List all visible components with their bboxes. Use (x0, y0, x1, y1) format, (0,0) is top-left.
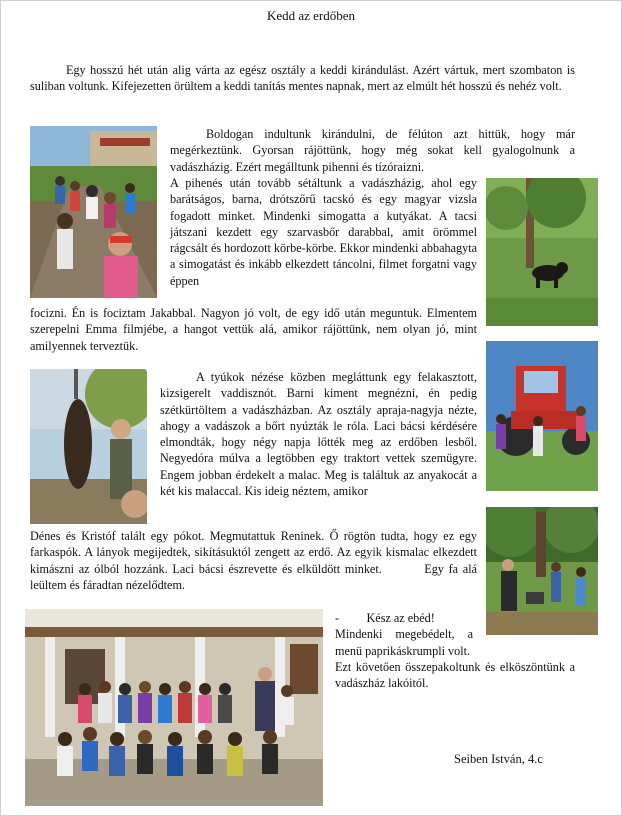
paragraph-walk-part2: A pihenés után tovább sétáltunk a vadászházig, ahol egy barátságos, barna, drótszőrű tacskó és egy magyar vizsla fogadott minket. Mindenki simogatta a kutyákat. A tacsi játszani kezdett egy szarvasbőr darabbal, amit örömmel rágcsált és hordozott körbe-körbe. Ekkor mindenki abbahagyta a simogatást és inkább elkezdett táncolni, filmet forgatni vagy éppen (170, 176, 477, 288)
paragraph-lunch (335, 610, 575, 691)
paragraph-boar-part2 (30, 528, 477, 593)
lunch-menu-text: Mindenki megebédelt, a menü paprikáskrumpli volt. (335, 627, 473, 658)
photo-tractor (486, 341, 598, 491)
paragraph-boar-part1: A tyúkok nézése közben megláttunk egy felakasztott, kizsigerelt vaddisznót. Barni kiment megnézni, én pedig szétkürtöltem a vadászházban. Az osztály apraja-nagyja nézte, ahogy a vadászok a bőrt nyúzták le róla. Laci bácsi kérdésére elmondták, hogy négy napja lőtték meg az erdőben lesből. Negyedóra múlva a legtöbben egy traktort vettek szemügyre. Engem jobban érdekelt a malac. Meg is találtuk az anyakocát a két kis malaccal. Kis ideig néztem, amikor (160, 370, 477, 499)
photo-wild-boar (30, 369, 147, 524)
photo-group (25, 609, 323, 806)
paragraph-walk-part3: focizni. Én is fociztam Jakabbal. Nagyon jó volt, de egy idő után meguntuk. Elmentem szerepelni Emma filmjébe, a hangot vettük alá, amikor rájöttünk, nem olyan jó, mint amilyennek terveztük. (30, 306, 477, 353)
signature: Seiben István, 4.c (454, 752, 543, 766)
farewell-text: Ezt követően összepakoltunk és elköszöntünk a vadászház lakóitól. (335, 659, 575, 691)
photo-dachshund (486, 178, 598, 326)
dialogue-dash: - (335, 611, 340, 625)
lunch-ready-text: Kész az ebéd! (366, 611, 435, 625)
lunch-line (335, 610, 575, 626)
paragraph-intro: Egy hosszú hét után alig várta az egész osztály a keddi kirándulást. Azért vártuk, mert szombaton is suliban voltunk. Kifejezetten örültem a keddi tanítás mentes napnak, mert az elmúlt hét hosszú és nehéz volt. (30, 63, 575, 94)
spider-text: Dénes és Kristóf talált egy pókot. Megmutattuk Reninek. Ő rögtön tudta, hogy ez egy farkaspók. A lányok megijedtek, sikításuktól zengett az erdő. Az egyik kismalac elkezdett kimászni az ólból hozzánk. Laci bácsi észrevette és elküldött minket. (30, 529, 477, 576)
photo-children-walking (30, 126, 157, 298)
tree-rest-text: Egy fa alá leültem és fáradtan nézelődtem. (30, 561, 477, 592)
paragraph-walk-part1: Boldogan indultunk kirándulni, de félúton azt hittük, hogy már megérkeztünk. Gyorsan rájöttünk, hogy még sokat kell gyalogolnunk a vadászházig. Ezért megálltunk pihenni és tízóraizni. (170, 127, 575, 174)
document-title: Kedd az erdőben (266, 8, 356, 23)
